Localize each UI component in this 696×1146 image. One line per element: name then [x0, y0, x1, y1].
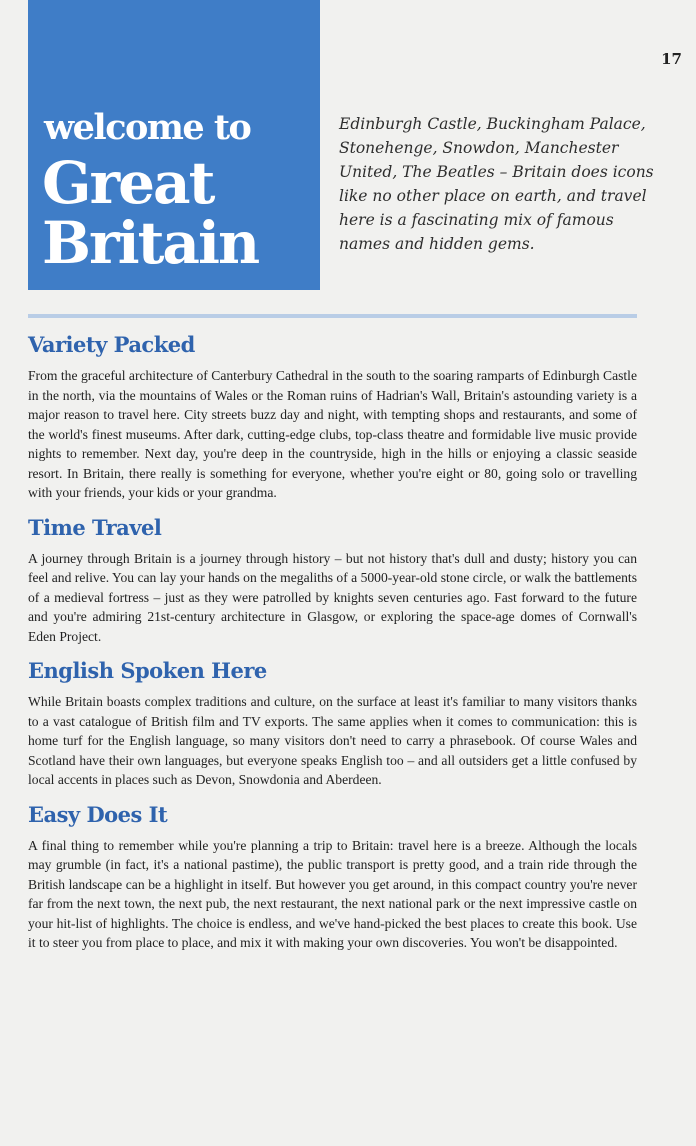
section-body: A journey through Britain is a journey through history – but not history that's dull and dusty; history you can feel and relive. You can lay your hands on the megaliths of a 5000-year-old stone circle, or walk the battlements of a medieval fortress – just as they were patrolled by knights seven centuries ago. Fast forward to the future and you're admiring 21st-century architecture in Glasgow, or exploring the space-age domes of Cornwall's Eden Project.	[28, 550, 637, 644]
section-time-travel	[28, 513, 637, 647]
section-heading: Variety Packed	[28, 332, 195, 357]
intro-text: Edinburgh Castle, Buckingham Palace, Stonehenge, Snowdon, Manchester United, The Beatles – Britain does icons like no other place on earth, and travel here is a fascinating mix of famous names and hidden gems.	[339, 115, 654, 253]
section-heading: Time Travel	[28, 514, 162, 540]
title-box	[28, 0, 320, 290]
article-content	[28, 330, 637, 963]
title-line-great: Great	[42, 149, 214, 217]
section-body: From the graceful architecture of Canterbury Cathedral in the south to the soaring ramparts of Edinburgh Castle in the north, via the mountains of Wales or the Roman ruins of Hadrian's Wall, Britain's astounding variety is a major reason to travel here. City streets buzz day and night, with tempting shops and restaurants, and some of the world's finest museums. After dark, cutting-edge clubs, top-class theatre and formidable live music provide nights to remember. Next day, you're deep in the countryside, high in the hills or enjoying a classic seaside resort. In Britain, there really is something for everyone, whether you're eight or 80, going solo or travelling with your friends, your kids or your grandma.	[28, 368, 637, 500]
section-easy-does-it	[28, 800, 637, 953]
section-variety-packed	[28, 330, 637, 503]
section-body: A final thing to remember while you're planning a trip to Britain: travel here is a breeze. Although the locals may grumble (in fact, it's a national pastime), the public transport is pretty good, and a train ride through the British landscape can be a highlight in itself. But however you get around, in this compact country you're never far from the next town, the next pub, the next restaurant, the next national park or the next impressive castle on your hit-list of highlights. The choice is endless, and we've hand-picked the best places to create this book. Use it to steer you from place to place, and mix it with making your own discoveries. You won't be disappointed.	[28, 837, 637, 950]
section-heading: Easy Does It	[28, 801, 168, 827]
title-line-britain: Britain	[42, 209, 259, 277]
section-body: While Britain boasts complex traditions and culture, on the surface at least it's familiar to many visitors thanks to a vast catalogue of British film and TV exports. The same applies when it comes to communication: this is home turf for the English language, so many visitors don't need to carry a phrasebook. Of course Wales and Scotland have their own languages, but everyone speaks English too – and all outsiders get a little confused by local accents in places such as Devon, Snowdonia and Aberdeen.	[28, 694, 637, 787]
section-english-spoken-here	[28, 656, 637, 790]
divider-rule	[28, 314, 637, 318]
title-line-welcome: welcome to	[44, 107, 251, 148]
page-number: 17	[661, 50, 682, 68]
section-heading: English Spoken Here	[28, 658, 267, 683]
